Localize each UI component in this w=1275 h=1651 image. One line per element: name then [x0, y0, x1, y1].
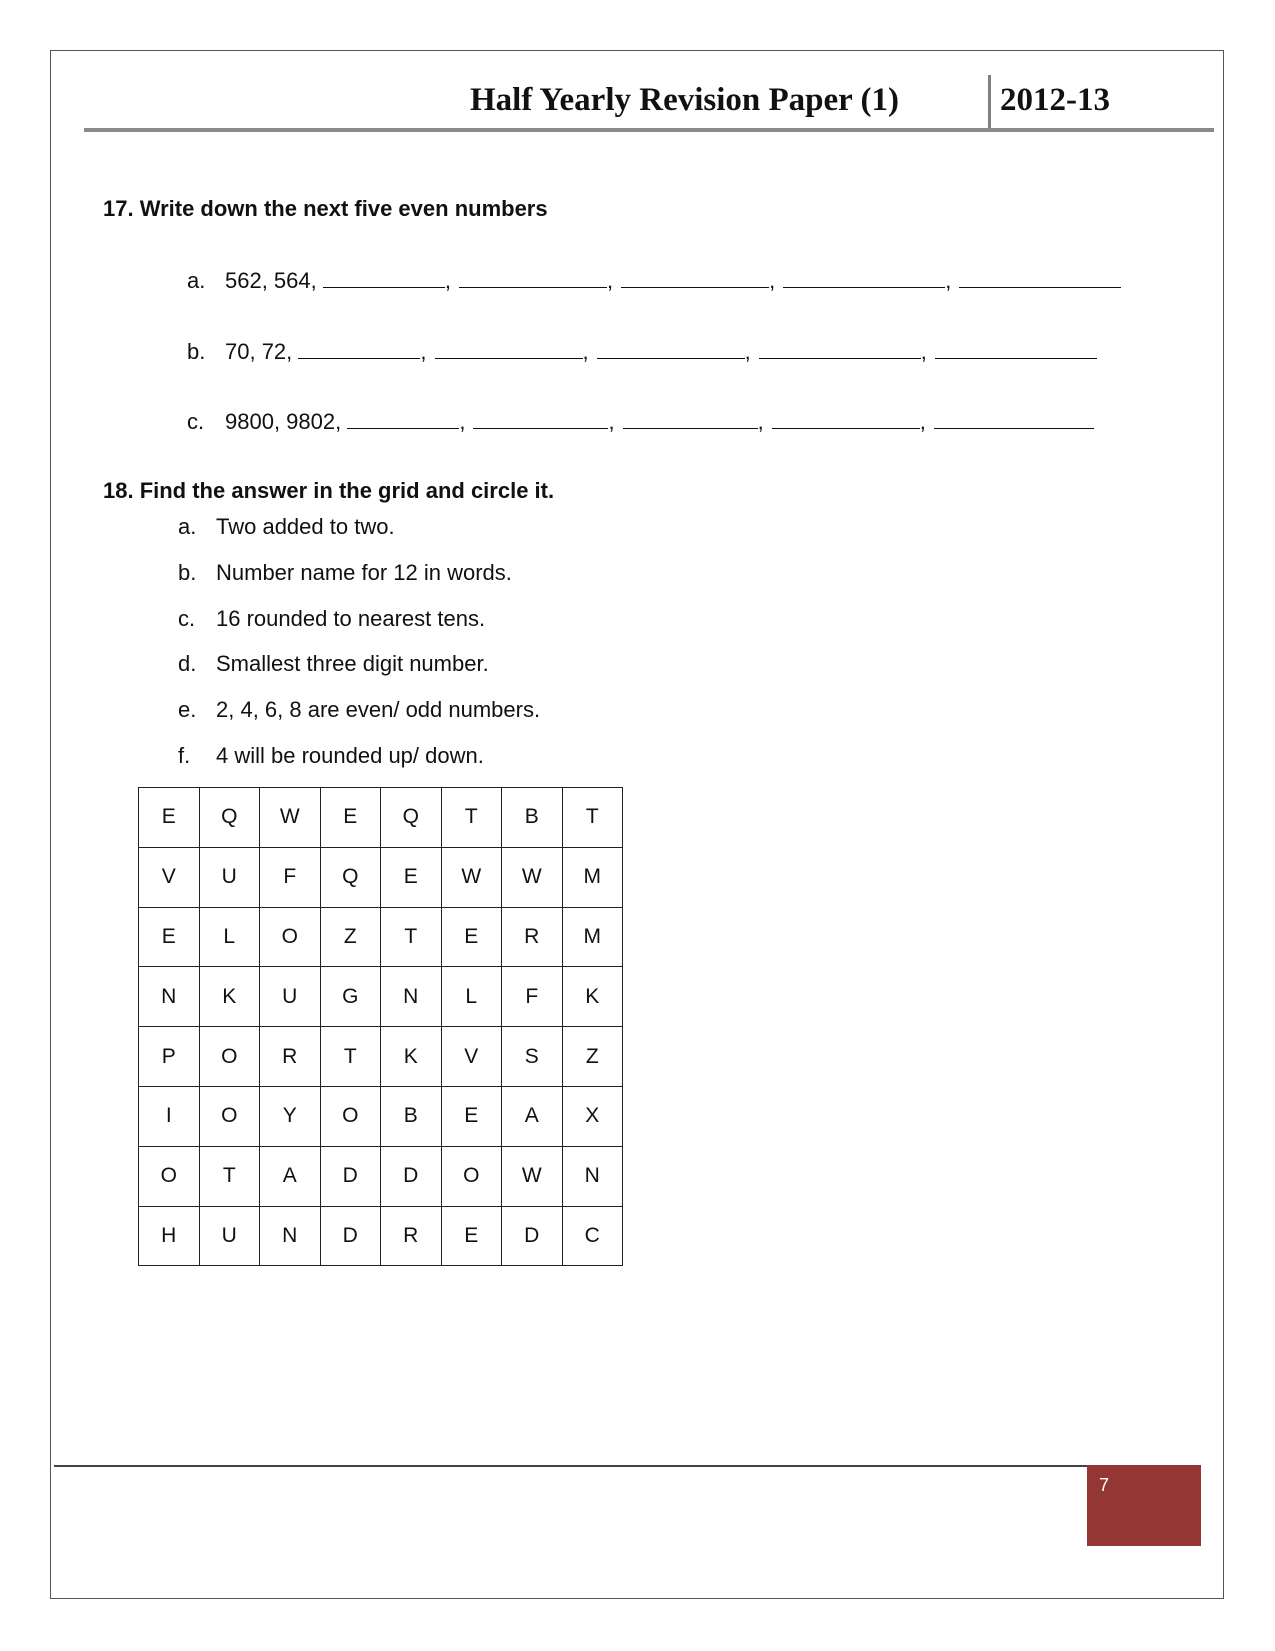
- clue-text: 16 rounded to nearest tens.: [216, 606, 486, 631]
- clue-letter: f.: [178, 743, 191, 768]
- grid-cell[interactable]: K: [381, 1027, 442, 1087]
- grid-cell[interactable]: A: [260, 1146, 321, 1206]
- grid-cell[interactable]: Q: [199, 788, 260, 848]
- grid-cell[interactable]: E: [441, 1086, 502, 1146]
- grid-cell[interactable]: U: [260, 967, 321, 1027]
- grid-cell[interactable]: V: [441, 1027, 502, 1087]
- grid-cell[interactable]: U: [199, 847, 260, 907]
- grid-cell[interactable]: E: [441, 907, 502, 967]
- q18-heading: 18. Find the answer in the grid and circle it.: [103, 478, 555, 503]
- grid-cell[interactable]: K: [562, 967, 623, 1027]
- grid-cell[interactable]: S: [502, 1027, 563, 1087]
- grid-cell[interactable]: O: [199, 1027, 260, 1087]
- grid-cell[interactable]: V: [139, 847, 200, 907]
- grid-cell[interactable]: O: [320, 1086, 381, 1146]
- grid-cell[interactable]: O: [139, 1146, 200, 1206]
- grid-cell[interactable]: D: [381, 1146, 442, 1206]
- q18-clue-c: [178, 606, 485, 632]
- grid-cell[interactable]: F: [502, 967, 563, 1027]
- grid-cell[interactable]: W: [260, 788, 321, 848]
- answer-blank[interactable]: [459, 267, 607, 288]
- grid-cell[interactable]: B: [502, 788, 563, 848]
- grid-cell[interactable]: A: [502, 1086, 563, 1146]
- grid-cell[interactable]: I: [139, 1086, 200, 1146]
- grid-cell[interactable]: D: [320, 1206, 381, 1266]
- answer-blank[interactable]: [783, 267, 945, 288]
- header-divider: [988, 75, 991, 131]
- grid-cell[interactable]: W: [502, 847, 563, 907]
- answer-blank[interactable]: [597, 338, 745, 359]
- page-number-box: [1087, 1465, 1201, 1546]
- grid-cell[interactable]: D: [502, 1206, 563, 1266]
- grid-cell[interactable]: E: [139, 907, 200, 967]
- answer-blank[interactable]: [435, 338, 583, 359]
- grid-cell[interactable]: O: [260, 907, 321, 967]
- grid-cell[interactable]: Z: [562, 1027, 623, 1087]
- grid-cell[interactable]: T: [562, 788, 623, 848]
- grid-cell[interactable]: K: [199, 967, 260, 1027]
- answer-blank[interactable]: [772, 408, 920, 429]
- q17-row-b: b. 70, 72, , , , ,: [187, 338, 1097, 365]
- clue-letter: a.: [178, 514, 197, 539]
- grid-cell[interactable]: R: [381, 1206, 442, 1266]
- q17-row-c: c. 9800, 9802, , , , ,: [187, 408, 1094, 435]
- q17-row-a-start: 562, 564,: [225, 268, 317, 293]
- grid-cell[interactable]: H: [139, 1206, 200, 1266]
- clue-letter: b.: [178, 560, 197, 585]
- header-rule: [84, 128, 1214, 132]
- word-search-grid: [138, 787, 623, 1266]
- grid-cell[interactable]: N: [139, 967, 200, 1027]
- clue-letter: c.: [178, 606, 196, 631]
- answer-blank[interactable]: [959, 267, 1121, 288]
- grid-cell[interactable]: N: [562, 1146, 623, 1206]
- grid-cell[interactable]: L: [199, 907, 260, 967]
- grid-row: [139, 1027, 623, 1087]
- q17-row-b-letter: b.: [187, 339, 206, 364]
- grid-cell[interactable]: T: [441, 788, 502, 848]
- grid-cell[interactable]: T: [381, 907, 442, 967]
- q17-row-c-start: 9800, 9802,: [225, 409, 342, 434]
- grid-cell[interactable]: F: [260, 847, 321, 907]
- grid-row: [139, 1146, 623, 1206]
- q18-clue-d: [178, 651, 489, 677]
- grid-cell[interactable]: L: [441, 967, 502, 1027]
- grid-row: [139, 967, 623, 1027]
- grid-row: [139, 847, 623, 907]
- answer-blank[interactable]: [935, 338, 1097, 359]
- clue-text: Smallest three digit number.: [216, 651, 489, 676]
- grid-cell[interactable]: Y: [260, 1086, 321, 1146]
- grid-cell[interactable]: M: [562, 847, 623, 907]
- grid-cell[interactable]: O: [199, 1086, 260, 1146]
- q18-clue-f: [178, 743, 484, 769]
- q17-row-b-start: 70, 72,: [225, 339, 293, 364]
- q17-row-a-letter: a.: [187, 268, 206, 293]
- grid-cell[interactable]: O: [441, 1146, 502, 1206]
- q18-clue-b: [178, 560, 512, 586]
- grid-cell[interactable]: E: [381, 847, 442, 907]
- grid-cell[interactable]: B: [381, 1086, 442, 1146]
- grid-cell[interactable]: X: [562, 1086, 623, 1146]
- grid-cell[interactable]: E: [320, 788, 381, 848]
- q17-row-c-letter: c.: [187, 409, 205, 434]
- clue-letter: e.: [178, 697, 197, 722]
- grid-cell[interactable]: E: [139, 788, 200, 848]
- grid-cell[interactable]: N: [381, 967, 442, 1027]
- grid-cell[interactable]: T: [199, 1146, 260, 1206]
- grid-cell[interactable]: Q: [320, 847, 381, 907]
- clue-letter: d.: [178, 651, 197, 676]
- grid-cell[interactable]: Z: [320, 907, 381, 967]
- grid-row: [139, 1086, 623, 1146]
- header-title: Half Yearly Revision Paper (1): [470, 82, 899, 118]
- grid-cell[interactable]: G: [320, 967, 381, 1027]
- grid-cell[interactable]: M: [562, 907, 623, 967]
- answer-blank[interactable]: [759, 338, 921, 359]
- q17-row-a: a. 562, 564, , , , ,: [187, 267, 1121, 294]
- grid-cell[interactable]: Q: [381, 788, 442, 848]
- answer-blank[interactable]: [621, 267, 769, 288]
- grid-cell[interactable]: U: [199, 1206, 260, 1266]
- grid-row: [139, 1206, 623, 1266]
- clue-text: 4 will be rounded up/ down.: [216, 743, 484, 768]
- answer-blank[interactable]: [623, 408, 758, 429]
- grid-cell[interactable]: C: [562, 1206, 623, 1266]
- footer-rule: [54, 1465, 1088, 1467]
- grid-cell[interactable]: N: [260, 1206, 321, 1266]
- q18-clue-a: [178, 514, 395, 540]
- grid-cell[interactable]: W: [441, 847, 502, 907]
- answer-blank[interactable]: [323, 267, 445, 288]
- grid-row: [139, 788, 623, 848]
- grid-row: [139, 907, 623, 967]
- grid-cell[interactable]: P: [139, 1027, 200, 1087]
- answer-blank[interactable]: [934, 408, 1094, 429]
- grid-cell[interactable]: W: [502, 1146, 563, 1206]
- grid-cell[interactable]: T: [320, 1027, 381, 1087]
- grid-cell[interactable]: R: [260, 1027, 321, 1087]
- answer-blank[interactable]: [298, 338, 420, 359]
- grid-cell[interactable]: D: [320, 1146, 381, 1206]
- q17-heading: 17. Write down the next five even numbers: [103, 196, 548, 221]
- page-number: 7: [1099, 1475, 1110, 1495]
- grid-cell[interactable]: E: [441, 1206, 502, 1266]
- answer-blank[interactable]: [347, 408, 459, 429]
- clue-text: Number name for 12 in words.: [216, 560, 512, 585]
- q18-clue-e: [178, 697, 540, 723]
- clue-text: Two added to two.: [216, 514, 395, 539]
- answer-blank[interactable]: [473, 408, 608, 429]
- header-year: 2012-13: [1000, 82, 1110, 118]
- clue-text: 2, 4, 6, 8 are even/ odd numbers.: [216, 697, 541, 722]
- grid-cell[interactable]: R: [502, 907, 563, 967]
